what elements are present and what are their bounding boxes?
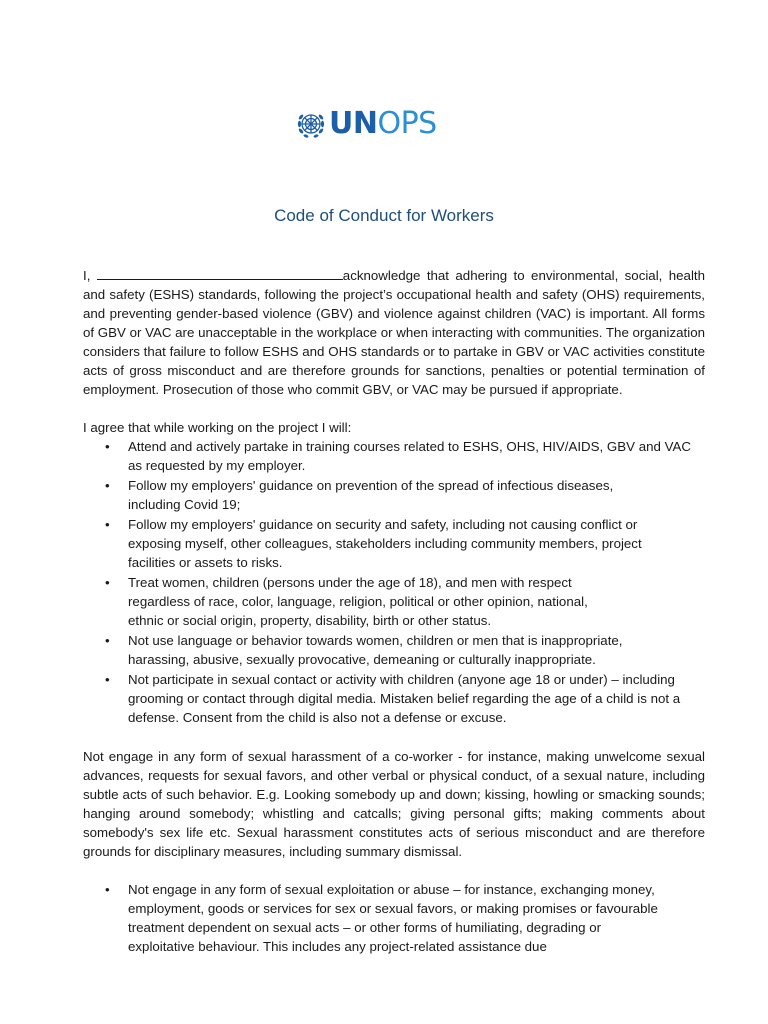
list-item-text: Follow my employers' guidance on prevention of the spread of infectious diseases, including Covid 19; [128, 478, 614, 512]
list-item-text: Follow my employers' guidance on security and safety, including not causing conflict or exposing myself, other colleagues, stakeholders including community members, project facilities or assets to risks. [128, 517, 642, 570]
list-item [83, 476, 705, 514]
list-item-text: Treat women, children (persons under the age of 18), and men with respect regardless of race, color, language, religion, political or other opinion, national, ethnic or social origin, property, disability, birth or other status. [128, 575, 588, 628]
bullet-icon: • [105, 478, 110, 493]
page-title: Code of Conduct for Workers [274, 206, 494, 225]
name-blank-field[interactable] [97, 266, 343, 280]
logo-wordmark [329, 106, 437, 142]
logo-ops-text: OPS [377, 106, 437, 141]
bullet-icon: • [105, 633, 110, 648]
list-item [83, 631, 705, 669]
list-item [83, 437, 705, 475]
list-item [83, 515, 705, 572]
list-item [83, 573, 705, 630]
agree-heading: I agree that while working on the project I will: [83, 420, 352, 435]
bullet-icon: • [105, 517, 110, 532]
bullet-icon: • [105, 575, 110, 590]
un-emblem-icon [296, 109, 326, 139]
document-body [83, 266, 705, 957]
commitments-list [83, 437, 705, 727]
list-item-text: Not participate in sexual contact or activity with children (anyone age 18 or under) – including grooming or contact through digital media. Mistaken belief regarding the age of a child is not a defense. Consent from the child is also not a defense or excuse. [128, 672, 681, 725]
unops-logo [296, 106, 437, 142]
list-item [83, 880, 705, 956]
exploitation-list [83, 880, 705, 956]
bullet-icon: • [105, 672, 110, 687]
list-item-text: Not engage in any form of sexual exploitation or abuse – for instance, exchanging money, employment, goods or services for sex or sexual favors, or making promises or favourable treatment dependent on sexual acts – or other forms of humiliating, degrading or exploitative behaviour. This includes any project-related assistance due [128, 882, 658, 954]
intro-text: acknowledge that adhering to environmental, social, health and safety (ESHS) standards, following the project’s occupational health and safety (OHS) requirements, and preventing gender-based violence (GBV) and violence against children (VAC) is important. All forms of GBV or VAC are unacceptable in the workplace or when interacting with communities. The organization considers that failure to follow ESHS and OHS standards or to partake in GBV or VAC activities constitute acts of gross misconduct and are therefore grounds for sanctions, penalties or potential termination of employment. Prosecution of those who commit GBV, or VAC may be pursued if appropriate. [83, 268, 705, 397]
bullet-icon: • [105, 882, 110, 897]
intro-paragraph [83, 266, 705, 399]
harassment-paragraph: Not engage in any form of sexual harassment of a co-worker - for instance, making unwelcome sexual advances, requests for sexual favors, and other verbal or physical conduct, of a sexual nature, including subtle acts of such behavior. E.g. Looking somebody up and down; kissing, howling or smacking sounds; hanging around somebody; whistling and catcalls; giving personal gifts; making comments about somebody's sex life etc. Sexual harassment constitutes acts of serious misconduct and are therefore grounds for disciplinary measures, including summary dismissal. [83, 749, 705, 859]
list-item [83, 670, 705, 727]
logo-un-text: UN [329, 106, 378, 141]
list-item-text: Not use language or behavior towards women, children or men that is inappropriate, harassing, abusive, sexually provocative, demeaning or culturally inappropriate. [128, 633, 623, 667]
intro-prefix: I, [83, 268, 91, 283]
bullet-icon: • [105, 439, 110, 454]
list-item-text: Attend and actively partake in training courses related to ESHS, OHS, HIV/AIDS, GBV and VAC as requested by my employer. [128, 439, 691, 473]
